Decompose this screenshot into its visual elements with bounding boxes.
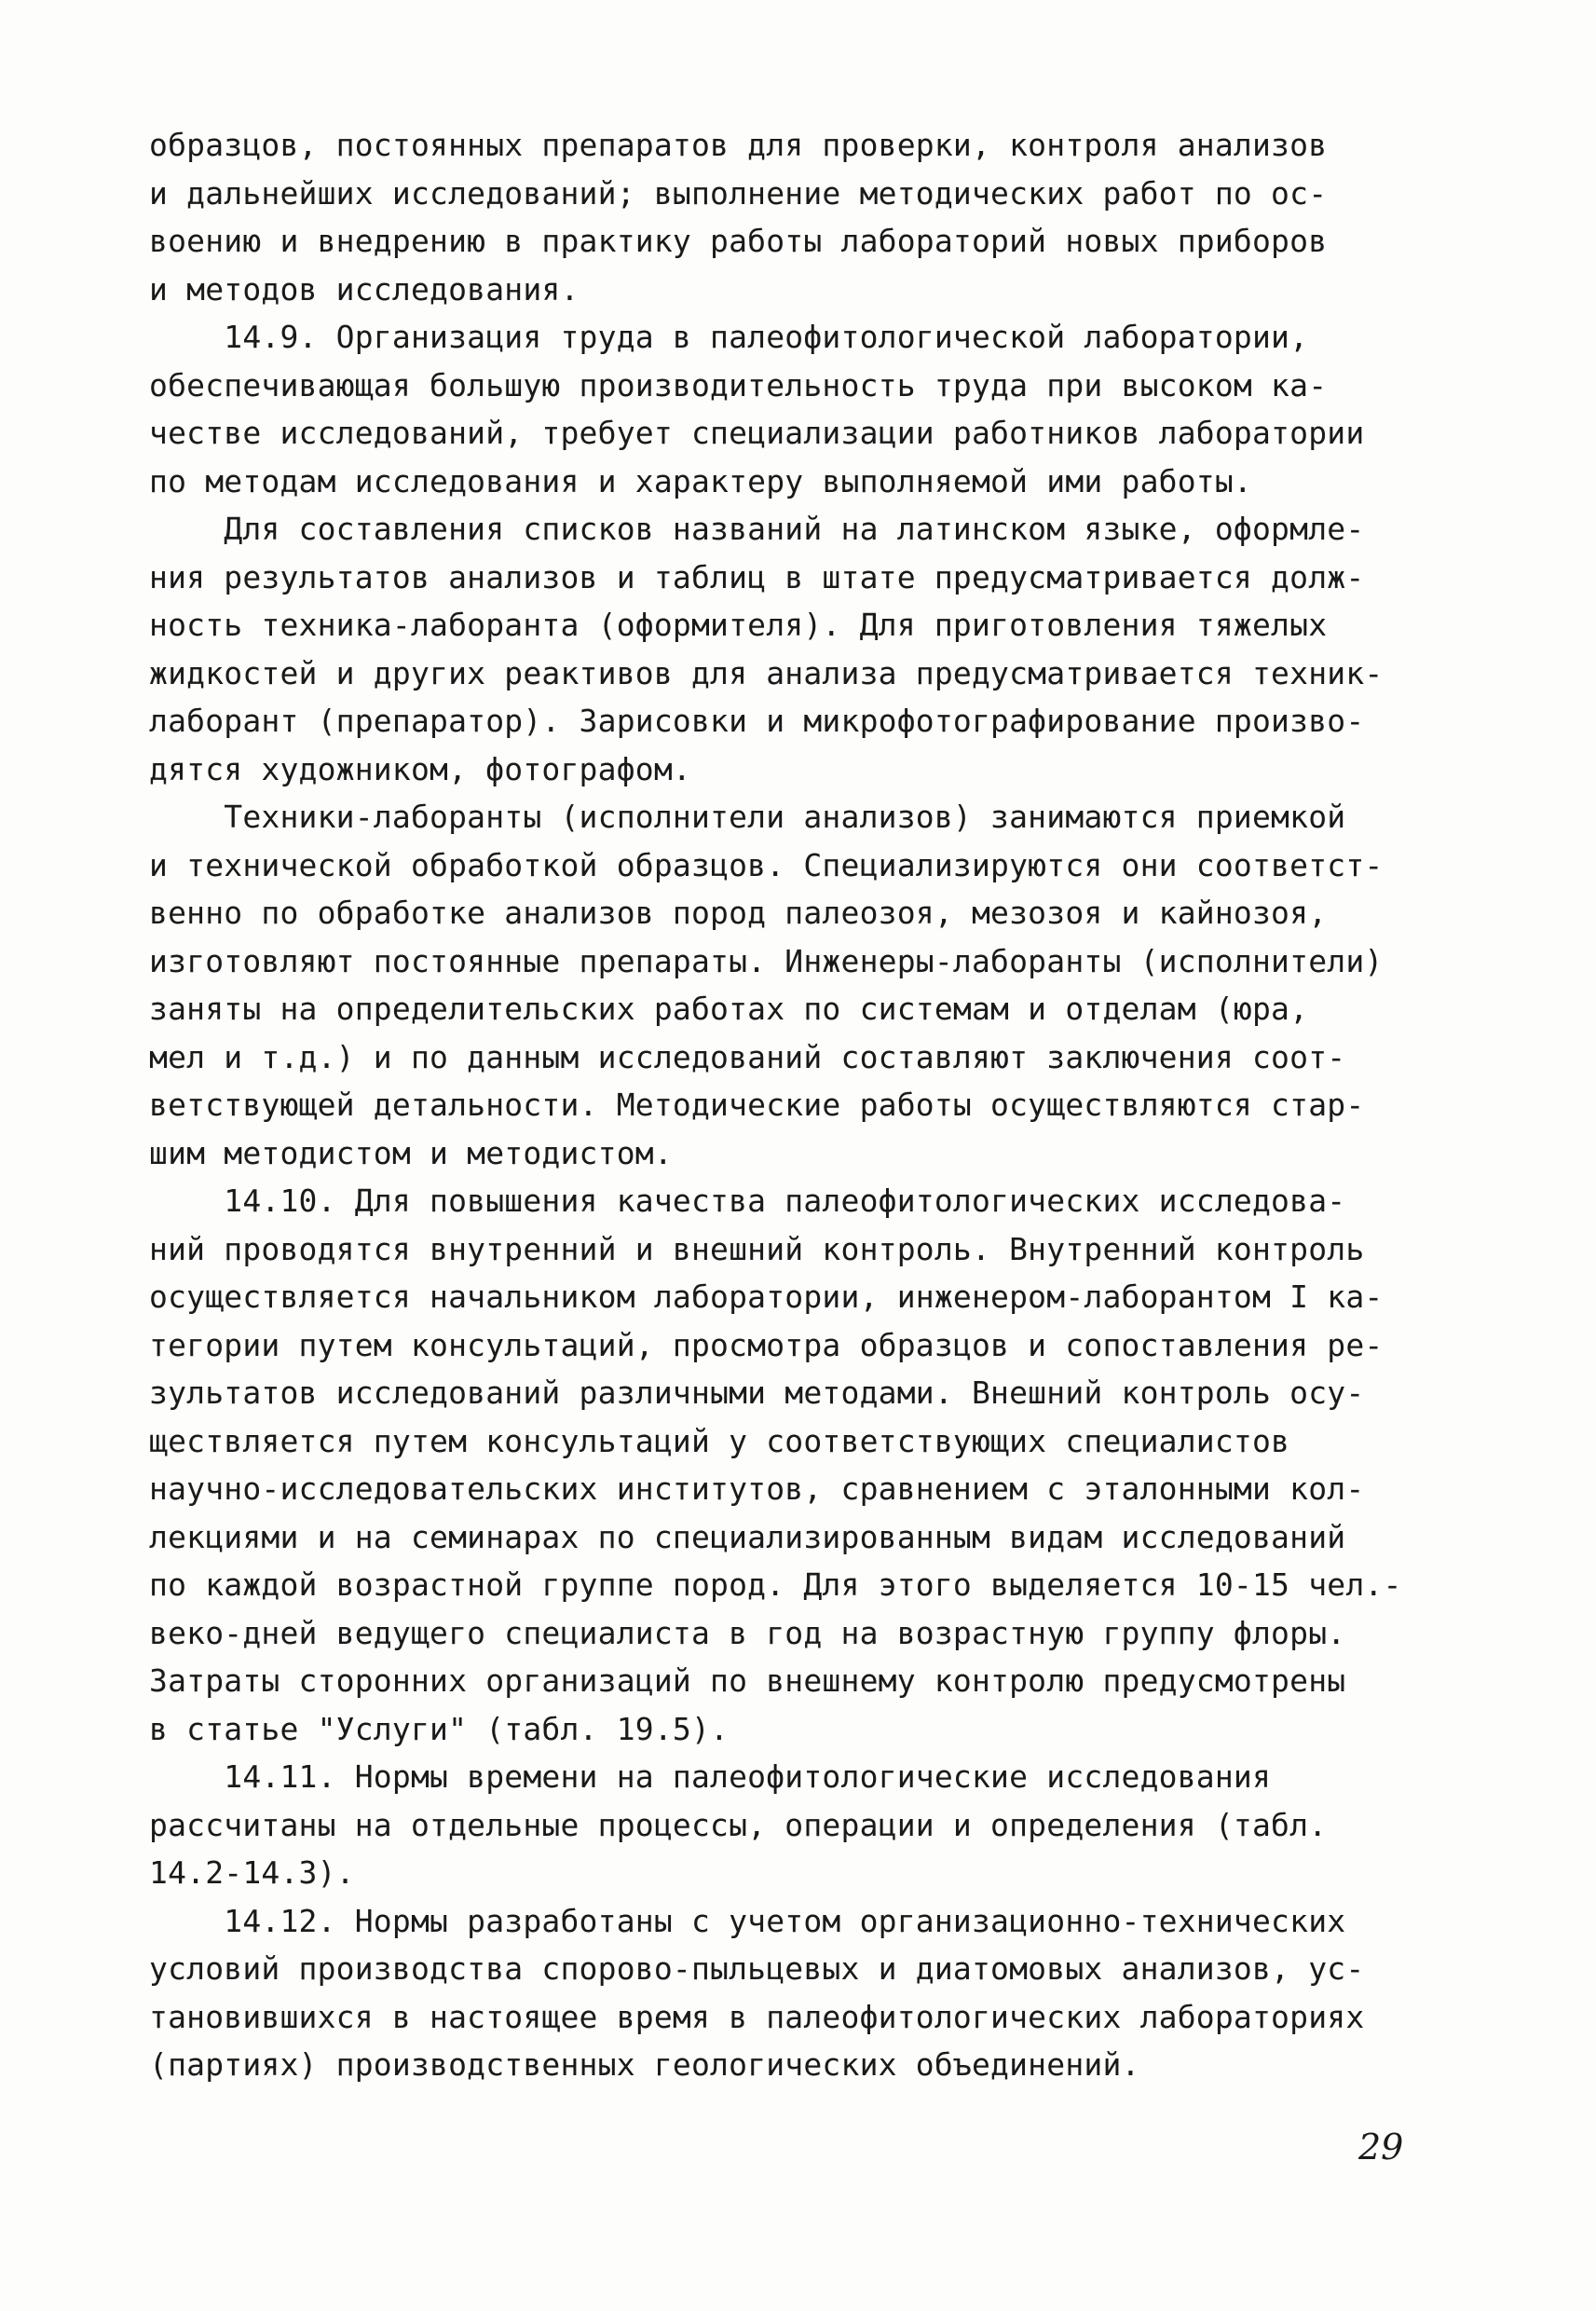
text-line: веко-дней ведущего специалиста в год на возрастную группу флоры. bbox=[149, 1614, 1346, 1651]
paragraph-14-9 bbox=[149, 313, 1453, 505]
text-line: ществляется путем консультаций у соответствующих специалистов bbox=[149, 1422, 1290, 1459]
text-line: условий производства спорово-пыльцевых и диатомовых анализов, ус- bbox=[149, 1950, 1365, 1987]
text-line: 14.2-14.3). bbox=[149, 1854, 355, 1891]
text-line: рассчитаны на отдельные процессы, операции и определения (табл. bbox=[149, 1806, 1328, 1843]
text-line: и технической обработкой образцов. Специализируются они соответст- bbox=[149, 846, 1384, 883]
text-line: ний проводятся внутренний и внешний контроль. Внутренний контроль bbox=[149, 1230, 1365, 1267]
text-line: 14.12. Нормы разработаны с учетом организационно-технических bbox=[149, 1902, 1346, 1939]
text-line: шим методистом и методистом. bbox=[149, 1134, 673, 1171]
text-line: жидкостей и других реактивов для анализа предусматривается техник- bbox=[149, 654, 1384, 691]
text-line: изготовляют постоянные препараты. Инженеры-лаборанты (исполнители) bbox=[149, 942, 1384, 979]
body-text bbox=[149, 121, 1453, 2089]
text-line: и дальнейших исследований; выполнение методических работ по ос- bbox=[149, 174, 1328, 212]
text-line: 14.11. Нормы времени на палеофитологические исследования bbox=[149, 1758, 1272, 1795]
text-line: зультатов исследований различными методами. Внешний контроль осу- bbox=[149, 1374, 1365, 1411]
text-line: ветствующей детальности. Методические работы осуществляются стар- bbox=[149, 1087, 1365, 1123]
text-line: Затраты сторонних организаций по внешнему контролю предусмотрены bbox=[149, 1662, 1346, 1699]
text-line: и методов исследования. bbox=[149, 270, 580, 308]
text-line: лаборант (препаратор). Зарисовки и микрофотографирование произво- bbox=[149, 703, 1365, 739]
text-line: честве исследований, требует специализации работников лаборатории bbox=[149, 415, 1365, 451]
text-line: по методам исследования и характеру выполняемой ими работы. bbox=[149, 462, 1252, 499]
paragraph-intro-continuation bbox=[149, 121, 1453, 313]
paragraph-14-10 bbox=[149, 1177, 1453, 1753]
text-line: (партиях) производственных геологических объединений. bbox=[149, 2046, 1140, 2083]
text-line: 14.10. Для повышения качества палеофитологических исследова- bbox=[149, 1183, 1346, 1219]
text-line: осуществляется начальником лаборатории, инженером-лаборантом I ка- bbox=[149, 1279, 1384, 1315]
text-line: научно-исследовательских институтов, сравнением с эталонными кол- bbox=[149, 1470, 1365, 1507]
paragraph-lab-roles bbox=[149, 793, 1453, 1177]
text-line: Для составления списков названий на латинском языке, оформле- bbox=[149, 511, 1365, 547]
text-line: образцов, постоянных препаратов для проверки, контроля анализов bbox=[149, 127, 1328, 163]
text-line: венно по обработке анализов пород палеозоя, мезозоя и кайнозоя, bbox=[149, 895, 1328, 931]
text-line: по каждой возрастной группе пород. Для этого выделяется 10-15 чел.- bbox=[149, 1566, 1402, 1603]
text-line: в статье "Услуги" (табл. 19.5). bbox=[149, 1710, 730, 1747]
paragraph-14-12 bbox=[149, 1897, 1453, 2089]
text-line: дятся художником, фотографом. bbox=[149, 750, 691, 787]
text-line: ность техника-лаборанта (оформителя). Для приготовления тяжелых bbox=[149, 607, 1328, 643]
page-number: 29 bbox=[1358, 2126, 1404, 2167]
text-line: заняты на определительских работах по системам и отделам (юра, bbox=[149, 991, 1309, 1027]
text-line: мел и т.д.) и по данным исследований составляют заключения соот- bbox=[149, 1038, 1346, 1075]
text-line: тановившихся в настоящее время в палеофитологических лабораториях bbox=[149, 1998, 1365, 2035]
text-line: воению и внедрению в практику работы лабораторий новых приборов bbox=[149, 223, 1328, 259]
paragraph-14-11 bbox=[149, 1753, 1453, 1897]
text-line: Техники-лаборанты (исполнители анализов) занимаются приемкой bbox=[149, 799, 1346, 835]
text-line: ния результатов анализов и таблиц в штате предусматривается долж- bbox=[149, 558, 1365, 595]
text-line: лекциями и на семинарах по специализированным видам исследований bbox=[149, 1518, 1346, 1555]
paragraph-staff-technicians bbox=[149, 505, 1453, 793]
text-line: обеспечивающая большую производительность труда при высоком ка- bbox=[149, 366, 1328, 403]
text-line: 14.9. Организация труда в палеофитологической лаборатории, bbox=[149, 319, 1309, 355]
text-line: тегории путем консультаций, просмотра образцов и сопоставления ре- bbox=[149, 1326, 1384, 1363]
